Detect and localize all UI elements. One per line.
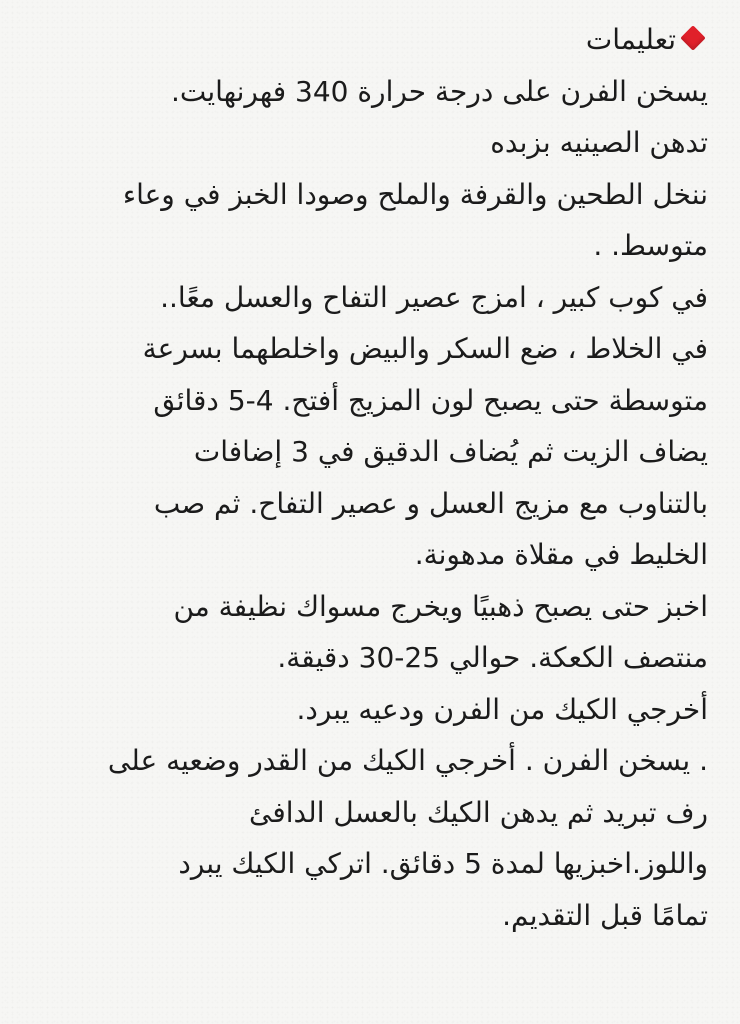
instruction-line: ننخل الطحين والقرفة والملح وصودا الخبز في وعاء (122, 177, 708, 211)
instruction-line: . يسخن الفرن . أخرجي الكيك من القدر وضعيه على (107, 744, 708, 777)
note-title: تعليمات (585, 23, 676, 56)
note-title-row (36, 14, 708, 66)
instruction-line: أخرجي الكيك من الفرن ودعيه يبرد. (296, 692, 708, 726)
instruction-line: الخليط في مقلاة مدهونة. (414, 538, 708, 571)
instruction-line: رف تبريد ثم يدهن الكيك بالعسل الدافئ (248, 795, 708, 829)
red-diamond-icon (680, 25, 705, 50)
instruction-line: واللوز.اخبزيها لمدة 5 دقائق. اتركي الكيك يبرد (178, 847, 708, 880)
instruction-line: بالتناوب مع مزيج العسل و عصير التفاح. ثم صب (153, 486, 708, 520)
instruction-line: تدهن الصينيه بزبده (490, 126, 708, 159)
instruction-line: متوسطة حتى يصبح لون المزيج أفتح. 4-5 دقائق (153, 383, 708, 417)
instruction-line: متوسط. . (593, 229, 708, 262)
instruction-line: تمامًا قبل التقديم. (502, 898, 708, 932)
recipe-note (36, 14, 708, 941)
instruction-line: منتصف الكعكة. حوالي 25-30 دقيقة. (277, 641, 708, 674)
instruction-line: في الخلاط ، ضع السكر والبيض واخلطهما بسرعة (142, 332, 708, 365)
instruction-line: يضاف الزيت ثم يُضاف الدقيق في 3 إضافات (193, 435, 708, 468)
instruction-line: يسخن الفرن على درجة حرارة 340 فهرنهايت. (170, 74, 708, 108)
instruction-line: في كوب كبير ، امزج عصير التفاح والعسل معًا.. (160, 280, 708, 314)
instruction-line: اخبز حتى يصبح ذهبيًا ويخرج مسواك نظيفة من (173, 589, 708, 623)
